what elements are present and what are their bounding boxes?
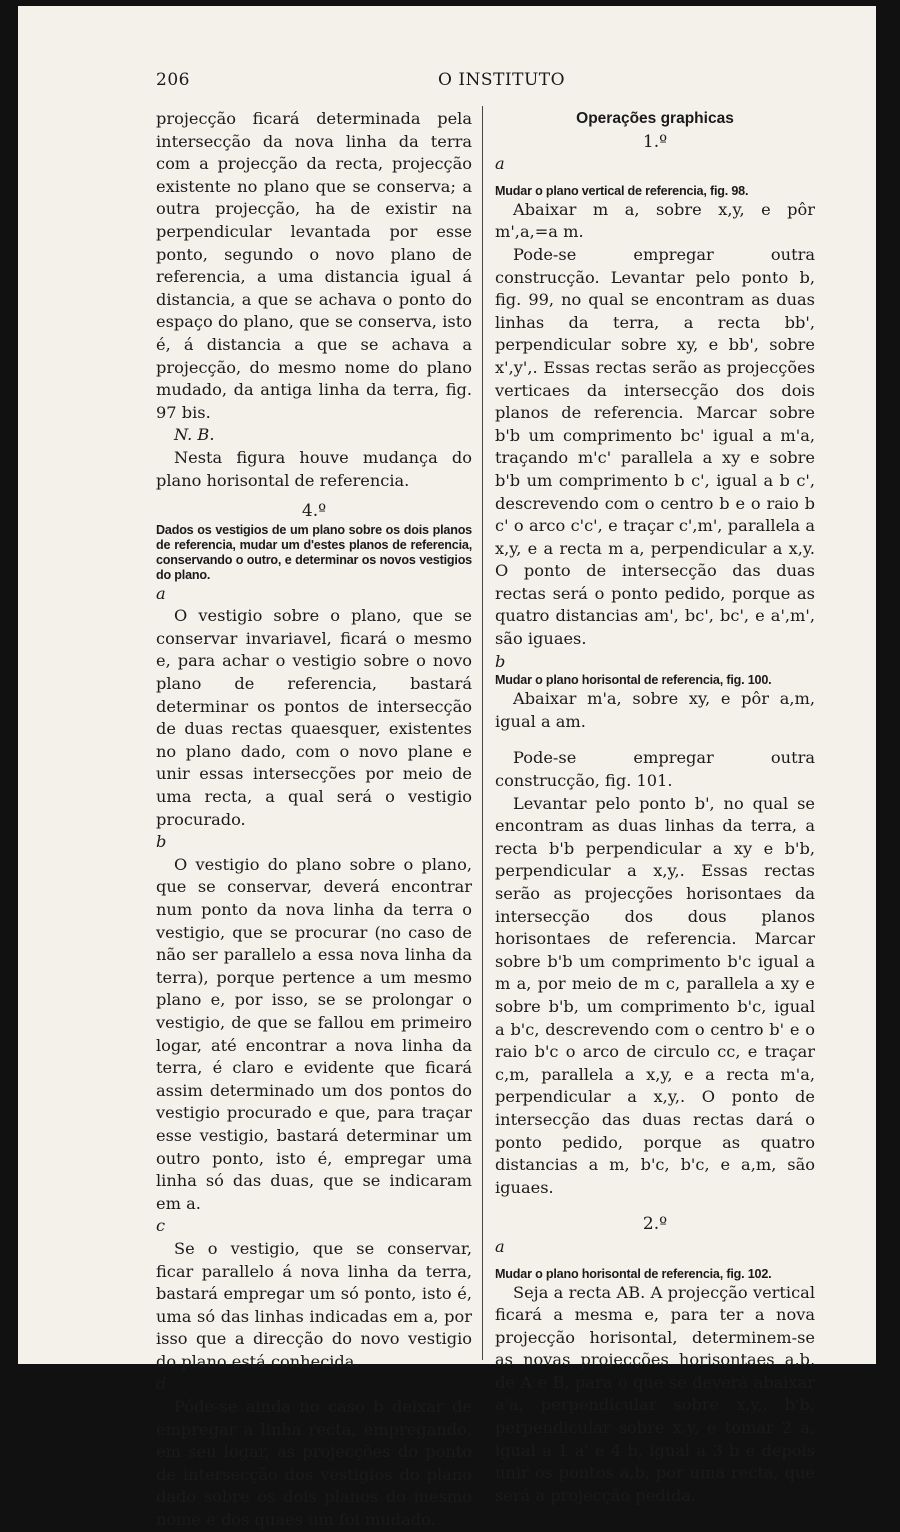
right-paragraph-6: Seja a recta AB. A projecção vertical ficará a mesma e, para ter a nova projecção horisontal, determinem-se as novas projecções horisontaes a,b, de A e B, para o que se deverá abaixar a'a, perpendicular sobre x,y,, b'b, perpendicular sobre x,y, e tomar 2 a, igual a 1 a' e 4 b, igual a 3 b e depois unir os pontos a,b, por uma recta, que será a projecção pedida.: [495, 1282, 815, 1505]
paragraph-c: Se o vestigio, que se conservar, ficar parallelo á nova linha da terra, bastará empregar um só ponto, isto é, uma só das linhas indicadas em a, por isso que a direcção do novo vestigio do plano está conhecida.: [156, 1238, 472, 1371]
heading-fig-98: Mudar o plano vertical de referencia, fig. 98.: [495, 183, 749, 198]
page-number: 206: [156, 70, 190, 90]
right-letter-a2: a: [495, 1236, 505, 1256]
column-divider: [482, 106, 483, 1360]
letter-b: b: [156, 832, 167, 852]
left-column: [156, 108, 472, 1532]
nb-label: N. B.: [174, 425, 215, 445]
operations-heading: Operações graphicas: [576, 110, 734, 127]
letter-a: a: [156, 583, 166, 603]
nb-paragraph: Nesta figura houve mudança do plano horisontal de referencia.: [156, 447, 472, 490]
section-number-2: 2.º: [642, 1214, 668, 1235]
right-paragraph-5: Levantar pelo ponto b', no qual se encontram as duas linhas da terra, a recta b'b perpendicular a xy e b'b, perpendicular a x,y,. Essas rectas serão as projecções horisontaes da intersecção dos dous planos horisontaes de referencia. Marcar sobre b'b um comprimento b'c igual a m a, por meio de m c, parallela a xy e sobre b'b, um comprimento b'c, igual a b'c, descrevendo com o centro b' e o raio b'c o arco de circulo cc, e traçar c,m, parallela a x,y, e a recta m'a, perpendicular a x,y,. O ponto de intersecção das duas rectas dará o ponto pedido, porque as quatro distancias a m, b'c, b'c, e a,m, são iguaes.: [495, 793, 815, 1197]
right-column: [495, 108, 815, 1507]
right-paragraph-4: Pode-se empregar outra construcção, fig. 101.: [495, 748, 815, 791]
section-4-title: Dados os vestigios de um plano sobre os dois planos de referencia, mudar um d'estes planos de referencia, conservando o outro, e determinar os novos vestigios do plano.: [156, 522, 472, 582]
section-number-4: 4.º: [301, 501, 327, 522]
heading-fig-102: Mudar o plano horisontal de referencia, fig. 102.: [495, 1266, 772, 1281]
right-paragraph-1: Abaixar m a, sobre x,y, e pôr m',a,=a m.: [495, 199, 815, 242]
page-header: [156, 70, 836, 96]
paragraph-d: Póde-se ainda no caso b deixar de empregar a linha recta, empregando, em seu logar, as projecções do ponto de intersecção dos vestigios do plano dado sobre os dois planos do mesmo nome e dos quaes um foi mudado.: [156, 1397, 472, 1530]
right-paragraph-3: Abaixar m'a, sobre xy, e pôr a,m, igual a am.: [495, 689, 815, 731]
right-letter-b: b: [495, 651, 506, 671]
heading-fig-100: Mudar o plano horisontal de referencia, fig. 100.: [495, 673, 772, 688]
paragraph-a: O vestigio sobre o plano, que se conservar invariavel, ficará o mesmo e, para achar o vestigio sobre o novo plano de referencia, bastará determinar os pontos de intersecção de duas rectas quaesquer, existentes no plano dado, com o novo plane e unir essas intersecções por meio de uma recta, a qual será o vestigio procurado.: [156, 606, 472, 829]
journal-title: O INSTITUTO: [438, 70, 566, 90]
letter-c: c: [156, 1216, 166, 1236]
document-page: [18, 6, 876, 1530]
paragraph-b: O vestigio do plano sobre o plano, que se conservar, deverá encontrar num ponto da nova linha da terra o vestigio, que se procurar (no caso de não ser parallelo a essa nova linha da terra), porque pertence a um mesmo plano e, por isso, se se prolongar o vestigio, de que se fallou em primeiro logar, até encontrar a nova linha da terra, é claro e evidente que ficará assim determinado um dos pontos do vestigio procurado e que, para traçar esse vestigio, bastará determinar um outro ponto, isto é, empregar uma linha só das duas, que se indicaram em a.: [156, 854, 472, 1213]
right-letter-a: a: [495, 154, 505, 174]
right-paragraph-2: Pode-se empregar outra construcção. Levantar pelo ponto b, fig. 99, no qual se encontram as duas linhas da terra, a recta bb', perpendicular sobre xy, e bb', sobre x',y',. Essas rectas serão as projecções verticaes da intersecção dos dois planos de referencia. Marcar sobre b'b um comprimento bc' igual a m'a, traçando m'c' parallela a xy e sobre b'b um comprimento b c', igual a b c', descrevendo com o centro b e o raio b c' o arco c'c', e traçar c',m', parallela a x,y, e a recta m a, perpendicular a x,y. O ponto de intersecção das duas rectas será o ponto pedido, porque as quatro distancias am', bc', bc', e a',m', são iguaes.: [495, 244, 815, 649]
left-paragraph-1: projecção ficará determinada pela intersecção da nova linha da terra com a projecção da recta, projecção existente no plano que se conserva; a outra projecção, ha de existir na perpendicular levantada por esse ponto, segundo o novo plano de referencia, a uma distancia igual á distancia, a que se achava o ponto do espaço do plano, que se conserva, isto é, á distancia a que se achava a projecção, do mesmo nome do plano mudado, da antiga linha da terra, fig. 97 bis.: [156, 109, 472, 422]
section-number-1: 1.º: [642, 131, 668, 152]
letter-d: d: [156, 1374, 167, 1394]
